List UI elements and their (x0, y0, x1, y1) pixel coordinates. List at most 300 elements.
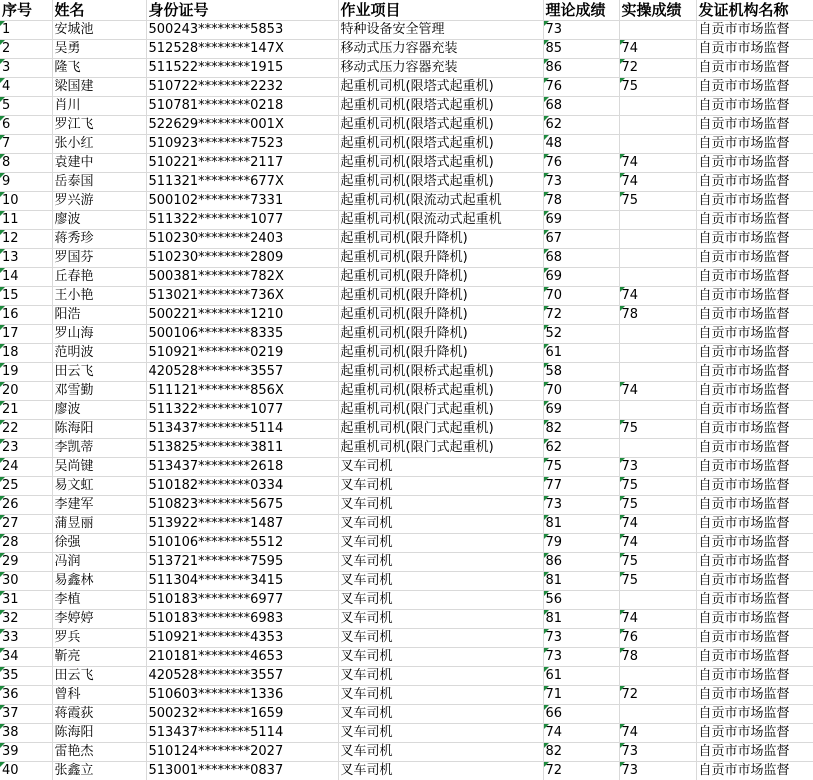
cell-name[interactable]: 吴尚键 (52, 458, 146, 477)
cell-id-number[interactable]: 510781********0218 (146, 97, 338, 116)
cell-theory-score[interactable]: 69 (543, 268, 619, 287)
cell-seq[interactable]: 6 (0, 116, 52, 135)
cell-practical-score[interactable] (619, 21, 696, 40)
cell-name[interactable]: 靳亮 (52, 648, 146, 667)
cell-practical-score[interactable]: 74 (619, 154, 696, 173)
header-cell-name[interactable]: 姓名 (52, 0, 146, 21)
cell-project[interactable]: 起重机司机(限升降机) (338, 268, 543, 287)
cell-practical-score[interactable]: 78 (619, 306, 696, 325)
cell-name[interactable]: 邓雪勤 (52, 382, 146, 401)
cell-project[interactable]: 叉车司机 (338, 591, 543, 610)
table-row (0, 363, 813, 382)
cell-project[interactable]: 起重机司机(限桥式起重机) (338, 363, 543, 382)
table-row (0, 401, 813, 420)
header-cell-practical-score[interactable]: 实操成绩 (619, 0, 696, 21)
header-row (0, 0, 813, 21)
cell-id-number[interactable]: 511322********1077 (146, 401, 338, 420)
cell-practical-score[interactable] (619, 135, 696, 154)
cell-name[interactable]: 隆飞 (52, 59, 146, 78)
cell-issuer[interactable]: 自贡市市场监督 (696, 40, 813, 59)
cell-seq[interactable]: 3 (0, 59, 52, 78)
cell-practical-score[interactable]: 78 (619, 648, 696, 667)
cell-name[interactable]: 李植 (52, 591, 146, 610)
cell-name[interactable]: 曾科 (52, 686, 146, 705)
cell-theory-score[interactable]: 86 (543, 553, 619, 572)
cell-name[interactable]: 廖波 (52, 401, 146, 420)
cell-id-number[interactable]: 510921********0219 (146, 344, 338, 363)
table-row (0, 268, 813, 287)
cell-practical-score[interactable]: 74 (619, 724, 696, 743)
cell-seq[interactable]: 31 (0, 591, 52, 610)
cell-issuer[interactable]: 自贡市市场监督 (696, 686, 813, 705)
cell-id-number[interactable]: 513437********2618 (146, 458, 338, 477)
cell-name[interactable]: 安城池 (52, 21, 146, 40)
header-cell-seq[interactable]: 序号 (0, 0, 52, 21)
cell-project[interactable]: 叉车司机 (338, 572, 543, 591)
cell-id-number[interactable]: 513721********7595 (146, 553, 338, 572)
cell-practical-score[interactable]: 75 (619, 420, 696, 439)
cell-id-number[interactable]: 510823********5675 (146, 496, 338, 515)
cell-seq[interactable]: 9 (0, 173, 52, 192)
cell-issuer[interactable]: 自贡市市场监督 (696, 553, 813, 572)
cell-name[interactable]: 罗国芬 (52, 249, 146, 268)
cell-issuer[interactable]: 自贡市市场监督 (696, 59, 813, 78)
cell-id-number[interactable]: 510183********6977 (146, 591, 338, 610)
cell-project[interactable]: 叉车司机 (338, 477, 543, 496)
cell-project[interactable]: 起重机司机(限流动式起重机 (338, 192, 543, 211)
cell-issuer[interactable]: 自贡市市场监督 (696, 78, 813, 97)
cell-theory-score[interactable]: 52 (543, 325, 619, 344)
header-cell-theory-score[interactable]: 理论成绩 (543, 0, 619, 21)
cell-seq[interactable]: 35 (0, 667, 52, 686)
cell-theory-score[interactable]: 61 (543, 344, 619, 363)
table-body (0, 21, 813, 780)
cell-seq[interactable]: 21 (0, 401, 52, 420)
cell-name[interactable]: 王小艳 (52, 287, 146, 306)
cell-id-number[interactable]: 420528********3557 (146, 667, 338, 686)
table-row (0, 40, 813, 59)
cell-issuer[interactable]: 自贡市市场监督 (696, 762, 813, 780)
cell-practical-score[interactable]: 76 (619, 629, 696, 648)
cell-project[interactable]: 叉车司机 (338, 648, 543, 667)
table-row (0, 648, 813, 667)
cell-theory-score[interactable]: 82 (543, 743, 619, 762)
cell-project[interactable]: 起重机司机(限门式起重机) (338, 420, 543, 439)
cell-theory-score[interactable]: 73 (543, 648, 619, 667)
cell-issuer[interactable]: 自贡市市场监督 (696, 135, 813, 154)
cell-name[interactable]: 李婷婷 (52, 610, 146, 629)
table-row (0, 591, 813, 610)
cell-id-number[interactable]: 500102********7331 (146, 192, 338, 211)
cell-practical-score[interactable] (619, 116, 696, 135)
cell-theory-score[interactable]: 66 (543, 705, 619, 724)
cell-issuer[interactable]: 自贡市市场监督 (696, 515, 813, 534)
cell-project[interactable]: 特种设备安全管理 (338, 21, 543, 40)
cell-project[interactable]: 叉车司机 (338, 534, 543, 553)
cell-issuer[interactable]: 自贡市市场监督 (696, 724, 813, 743)
cell-project[interactable]: 叉车司机 (338, 724, 543, 743)
cell-seq[interactable]: 1 (0, 21, 52, 40)
cell-name[interactable]: 李凯蒂 (52, 439, 146, 458)
header-cell-issuer[interactable]: 发证机构名称 (696, 0, 813, 21)
cell-id-number[interactable]: 510106********5512 (146, 534, 338, 553)
cell-project[interactable]: 起重机司机(限塔式起重机) (338, 78, 543, 97)
cell-project[interactable]: 叉车司机 (338, 667, 543, 686)
cell-id-number[interactable]: 420528********3557 (146, 363, 338, 382)
cell-practical-score[interactable]: 73 (619, 458, 696, 477)
cell-issuer[interactable]: 自贡市市场监督 (696, 610, 813, 629)
cell-project[interactable]: 叉车司机 (338, 553, 543, 572)
cell-theory-score[interactable]: 85 (543, 40, 619, 59)
cell-theory-score[interactable]: 82 (543, 420, 619, 439)
cell-id-number[interactable]: 512528********147X (146, 40, 338, 59)
cell-project[interactable]: 起重机司机(限升降机) (338, 249, 543, 268)
cell-seq[interactable]: 2 (0, 40, 52, 59)
cell-practical-score[interactable]: 75 (619, 553, 696, 572)
cell-practical-score[interactable]: 73 (619, 743, 696, 762)
cell-name[interactable]: 蒲昱丽 (52, 515, 146, 534)
cell-name[interactable]: 肖川 (52, 97, 146, 116)
cell-theory-score[interactable]: 62 (543, 116, 619, 135)
table-row (0, 230, 813, 249)
cell-practical-score[interactable]: 75 (619, 78, 696, 97)
cell-name[interactable]: 李建军 (52, 496, 146, 515)
cell-issuer[interactable]: 自贡市市场监督 (696, 173, 813, 192)
cell-seq[interactable]: 34 (0, 648, 52, 667)
cell-seq[interactable]: 19 (0, 363, 52, 382)
cell-issuer[interactable]: 自贡市市场监督 (696, 249, 813, 268)
cell-issuer[interactable]: 自贡市市场监督 (696, 667, 813, 686)
cell-practical-score[interactable]: 75 (619, 496, 696, 515)
cell-name[interactable]: 易文虹 (52, 477, 146, 496)
cell-practical-score[interactable] (619, 439, 696, 458)
cell-issuer[interactable]: 自贡市市场监督 (696, 287, 813, 306)
cell-project[interactable]: 起重机司机(限塔式起重机) (338, 97, 543, 116)
cell-theory-score[interactable]: 73 (543, 21, 619, 40)
cell-practical-score[interactable]: 74 (619, 40, 696, 59)
cell-id-number[interactable]: 511522********1915 (146, 59, 338, 78)
cell-id-number[interactable]: 511322********1077 (146, 211, 338, 230)
cell-id-number[interactable]: 510923********7523 (146, 135, 338, 154)
cell-id-number[interactable]: 510221********2117 (146, 154, 338, 173)
cell-issuer[interactable]: 自贡市市场监督 (696, 116, 813, 135)
cell-issuer[interactable]: 自贡市市场监督 (696, 496, 813, 515)
cell-practical-score[interactable] (619, 591, 696, 610)
cell-project[interactable]: 起重机司机(限升降机) (338, 230, 543, 249)
cell-seq[interactable]: 7 (0, 135, 52, 154)
cell-practical-score[interactable]: 75 (619, 572, 696, 591)
cell-theory-score[interactable]: 68 (543, 97, 619, 116)
cell-name[interactable]: 雷艳杰 (52, 743, 146, 762)
table-row (0, 477, 813, 496)
cell-name[interactable]: 陈海阳 (52, 420, 146, 439)
table-row (0, 306, 813, 325)
cell-id-number[interactable]: 510124********2027 (146, 743, 338, 762)
table-row (0, 287, 813, 306)
cell-seq[interactable]: 37 (0, 705, 52, 724)
cell-id-number[interactable]: 510230********2403 (146, 230, 338, 249)
cell-practical-score[interactable] (619, 97, 696, 116)
cell-seq[interactable]: 24 (0, 458, 52, 477)
cell-seq[interactable]: 28 (0, 534, 52, 553)
header-cell-id-number[interactable]: 身份证号 (146, 0, 338, 21)
cell-issuer[interactable]: 自贡市市场监督 (696, 705, 813, 724)
cell-theory-score[interactable]: 74 (543, 724, 619, 743)
cell-project[interactable]: 起重机司机(限塔式起重机) (338, 154, 543, 173)
cell-project[interactable]: 起重机司机(限门式起重机) (338, 401, 543, 420)
cell-theory-score[interactable]: 73 (543, 629, 619, 648)
cell-seq[interactable]: 16 (0, 306, 52, 325)
cell-theory-score[interactable]: 71 (543, 686, 619, 705)
cell-project[interactable]: 起重机司机(限门式起重机) (338, 439, 543, 458)
cell-id-number[interactable]: 500106********8335 (146, 325, 338, 344)
cell-theory-score[interactable]: 81 (543, 515, 619, 534)
cell-issuer[interactable]: 自贡市市场监督 (696, 648, 813, 667)
cell-practical-score[interactable] (619, 705, 696, 724)
cell-seq[interactable]: 40 (0, 762, 52, 780)
cell-project[interactable]: 起重机司机(限升降机) (338, 287, 543, 306)
cell-practical-score[interactable] (619, 344, 696, 363)
cell-id-number[interactable]: 513437********5114 (146, 420, 338, 439)
cell-id-number[interactable]: 511304********3415 (146, 572, 338, 591)
cell-name[interactable]: 田云飞 (52, 363, 146, 382)
cell-issuer[interactable]: 自贡市市场监督 (696, 21, 813, 40)
cell-seq[interactable]: 38 (0, 724, 52, 743)
cell-practical-score[interactable] (619, 211, 696, 230)
cell-practical-score[interactable]: 74 (619, 382, 696, 401)
cell-id-number[interactable]: 500381********782X (146, 268, 338, 287)
cell-theory-score[interactable]: 58 (543, 363, 619, 382)
cell-practical-score[interactable] (619, 363, 696, 382)
cell-id-number[interactable]: 500232********1659 (146, 705, 338, 724)
cell-seq[interactable]: 32 (0, 610, 52, 629)
cell-name[interactable]: 岳泰国 (52, 173, 146, 192)
cell-id-number[interactable]: 510603********1336 (146, 686, 338, 705)
cell-theory-score[interactable]: 81 (543, 572, 619, 591)
cell-theory-score[interactable]: 73 (543, 173, 619, 192)
cell-practical-score[interactable] (619, 667, 696, 686)
cell-id-number[interactable]: 511321********677X (146, 173, 338, 192)
cell-issuer[interactable]: 自贡市市场监督 (696, 211, 813, 230)
cell-seq[interactable]: 26 (0, 496, 52, 515)
cell-theory-score[interactable]: 69 (543, 211, 619, 230)
cell-seq[interactable]: 23 (0, 439, 52, 458)
cell-seq[interactable]: 12 (0, 230, 52, 249)
cell-name[interactable]: 袁建中 (52, 154, 146, 173)
cell-seq[interactable]: 27 (0, 515, 52, 534)
cell-name[interactable]: 蒋霞荻 (52, 705, 146, 724)
cell-theory-score[interactable]: 70 (543, 382, 619, 401)
cell-issuer[interactable]: 自贡市市场监督 (696, 534, 813, 553)
cell-name[interactable]: 罗山海 (52, 325, 146, 344)
cell-name[interactable]: 冯润 (52, 553, 146, 572)
cell-seq[interactable]: 10 (0, 192, 52, 211)
cell-practical-score[interactable]: 74 (619, 610, 696, 629)
cell-issuer[interactable]: 自贡市市场监督 (696, 230, 813, 249)
cell-seq[interactable]: 36 (0, 686, 52, 705)
cell-id-number[interactable]: 510921********4353 (146, 629, 338, 648)
cell-name[interactable]: 吴勇 (52, 40, 146, 59)
cell-seq[interactable]: 29 (0, 553, 52, 572)
cell-seq[interactable]: 13 (0, 249, 52, 268)
cell-name[interactable]: 罗兴游 (52, 192, 146, 211)
cell-project[interactable]: 移动式压力容器充装 (338, 40, 543, 59)
cell-name[interactable]: 梁国建 (52, 78, 146, 97)
cell-issuer[interactable]: 自贡市市场监督 (696, 439, 813, 458)
cell-theory-score[interactable]: 70 (543, 287, 619, 306)
cell-project[interactable]: 叉车司机 (338, 743, 543, 762)
cell-practical-score[interactable] (619, 325, 696, 344)
cell-issuer[interactable]: 自贡市市场监督 (696, 192, 813, 211)
cell-name[interactable]: 丘春艳 (52, 268, 146, 287)
cell-name[interactable]: 易鑫林 (52, 572, 146, 591)
cell-name[interactable]: 蒋秀珍 (52, 230, 146, 249)
cell-theory-score[interactable]: 76 (543, 154, 619, 173)
cell-project[interactable]: 叉车司机 (338, 705, 543, 724)
cell-practical-score[interactable] (619, 249, 696, 268)
cell-theory-score[interactable]: 76 (543, 78, 619, 97)
cell-id-number[interactable]: 513437********5114 (146, 724, 338, 743)
cell-name[interactable]: 范明波 (52, 344, 146, 363)
cell-project[interactable]: 起重机司机(限升降机) (338, 306, 543, 325)
cell-project[interactable]: 起重机司机(限流动式起重机 (338, 211, 543, 230)
cell-theory-score[interactable]: 72 (543, 762, 619, 780)
cell-theory-score[interactable]: 68 (543, 249, 619, 268)
cell-issuer[interactable]: 自贡市市场监督 (696, 477, 813, 496)
cell-seq[interactable]: 20 (0, 382, 52, 401)
cell-practical-score[interactable]: 74 (619, 287, 696, 306)
cell-issuer[interactable]: 自贡市市场监督 (696, 325, 813, 344)
cell-project[interactable]: 起重机司机(限塔式起重机) (338, 135, 543, 154)
cell-theory-score[interactable]: 72 (543, 306, 619, 325)
cell-issuer[interactable]: 自贡市市场监督 (696, 458, 813, 477)
cell-project[interactable]: 移动式压力容器充装 (338, 59, 543, 78)
cell-theory-score[interactable]: 56 (543, 591, 619, 610)
cell-id-number[interactable]: 522629********001X (146, 116, 338, 135)
cell-issuer[interactable]: 自贡市市场监督 (696, 97, 813, 116)
cell-practical-score[interactable]: 74 (619, 173, 696, 192)
cell-issuer[interactable]: 自贡市市场监督 (696, 591, 813, 610)
cell-project[interactable]: 起重机司机(限塔式起重机) (338, 173, 543, 192)
cell-id-number[interactable]: 210181********4653 (146, 648, 338, 667)
cell-practical-score[interactable]: 72 (619, 686, 696, 705)
cell-issuer[interactable]: 自贡市市场监督 (696, 268, 813, 287)
cell-name[interactable]: 罗江飞 (52, 116, 146, 135)
cell-name[interactable]: 田云飞 (52, 667, 146, 686)
cell-theory-score[interactable]: 69 (543, 401, 619, 420)
cell-issuer[interactable]: 自贡市市场监督 (696, 401, 813, 420)
cell-project[interactable]: 起重机司机(限升降机) (338, 344, 543, 363)
cell-theory-score[interactable]: 78 (543, 192, 619, 211)
cell-seq[interactable]: 30 (0, 572, 52, 591)
cell-theory-score[interactable]: 75 (543, 458, 619, 477)
cell-seq[interactable]: 15 (0, 287, 52, 306)
cell-project[interactable]: 叉车司机 (338, 496, 543, 515)
cell-practical-score[interactable]: 72 (619, 59, 696, 78)
cell-practical-score[interactable]: 75 (619, 477, 696, 496)
cell-theory-score[interactable]: 77 (543, 477, 619, 496)
cell-practical-score[interactable]: 74 (619, 534, 696, 553)
cell-name[interactable]: 阳浩 (52, 306, 146, 325)
cell-theory-score[interactable]: 67 (543, 230, 619, 249)
cell-id-number[interactable]: 510182********0334 (146, 477, 338, 496)
cell-theory-score[interactable]: 81 (543, 610, 619, 629)
cell-issuer[interactable]: 自贡市市场监督 (696, 743, 813, 762)
cell-project[interactable]: 起重机司机(限升降机) (338, 325, 543, 344)
cell-theory-score[interactable]: 79 (543, 534, 619, 553)
cell-name[interactable]: 张小红 (52, 135, 146, 154)
cell-seq[interactable]: 22 (0, 420, 52, 439)
cell-theory-score[interactable]: 86 (543, 59, 619, 78)
cell-project[interactable]: 叉车司机 (338, 686, 543, 705)
cell-id-number[interactable]: 500243********5853 (146, 21, 338, 40)
header-cell-project[interactable]: 作业项目 (338, 0, 543, 21)
cell-practical-score[interactable] (619, 230, 696, 249)
cell-seq[interactable]: 39 (0, 743, 52, 762)
cell-name[interactable]: 罗兵 (52, 629, 146, 648)
cell-practical-score[interactable]: 73 (619, 762, 696, 780)
cell-seq[interactable]: 18 (0, 344, 52, 363)
cell-practical-score[interactable] (619, 268, 696, 287)
cell-seq[interactable]: 8 (0, 154, 52, 173)
cell-id-number[interactable]: 500221********1210 (146, 306, 338, 325)
cell-seq[interactable]: 33 (0, 629, 52, 648)
cell-id-number[interactable]: 513922********1487 (146, 515, 338, 534)
cell-seq[interactable]: 5 (0, 97, 52, 116)
cell-seq[interactable]: 11 (0, 211, 52, 230)
cell-seq[interactable]: 17 (0, 325, 52, 344)
cell-seq[interactable]: 4 (0, 78, 52, 97)
cell-issuer[interactable]: 自贡市市场监督 (696, 363, 813, 382)
cell-project[interactable]: 起重机司机(限塔式起重机) (338, 116, 543, 135)
cell-name[interactable]: 陈海阳 (52, 724, 146, 743)
cell-project[interactable]: 叉车司机 (338, 629, 543, 648)
cell-issuer[interactable]: 自贡市市场监督 (696, 306, 813, 325)
cell-theory-score[interactable]: 73 (543, 496, 619, 515)
cell-id-number[interactable]: 513825********3811 (146, 439, 338, 458)
cell-seq[interactable]: 25 (0, 477, 52, 496)
cell-issuer[interactable]: 自贡市市场监督 (696, 344, 813, 363)
cell-issuer[interactable]: 自贡市市场监督 (696, 420, 813, 439)
cell-project[interactable]: 叉车司机 (338, 610, 543, 629)
cell-id-number[interactable]: 511121********856X (146, 382, 338, 401)
cell-theory-score[interactable]: 62 (543, 439, 619, 458)
cell-name[interactable]: 廖波 (52, 211, 146, 230)
cell-project[interactable]: 叉车司机 (338, 458, 543, 477)
cell-id-number[interactable]: 510230********2809 (146, 249, 338, 268)
cell-id-number[interactable]: 513021********736X (146, 287, 338, 306)
cell-issuer[interactable]: 自贡市市场监督 (696, 382, 813, 401)
cell-issuer[interactable]: 自贡市市场监督 (696, 572, 813, 591)
cell-practical-score[interactable]: 75 (619, 192, 696, 211)
cell-id-number[interactable]: 513001********0837 (146, 762, 338, 780)
cell-project[interactable]: 叉车司机 (338, 762, 543, 780)
cell-practical-score[interactable]: 74 (619, 515, 696, 534)
cell-issuer[interactable]: 自贡市市场监督 (696, 154, 813, 173)
cell-issuer[interactable]: 自贡市市场监督 (696, 629, 813, 648)
cell-name[interactable]: 徐强 (52, 534, 146, 553)
cell-name[interactable]: 张鑫立 (52, 762, 146, 780)
cell-project[interactable]: 起重机司机(限桥式起重机) (338, 382, 543, 401)
cell-id-number[interactable]: 510183********6983 (146, 610, 338, 629)
cell-seq[interactable]: 14 (0, 268, 52, 287)
cell-id-number[interactable]: 510722********2232 (146, 78, 338, 97)
cell-theory-score[interactable]: 61 (543, 667, 619, 686)
cell-practical-score[interactable] (619, 401, 696, 420)
cell-project[interactable]: 叉车司机 (338, 515, 543, 534)
cell-theory-score[interactable]: 48 (543, 135, 619, 154)
table-row (0, 154, 813, 173)
